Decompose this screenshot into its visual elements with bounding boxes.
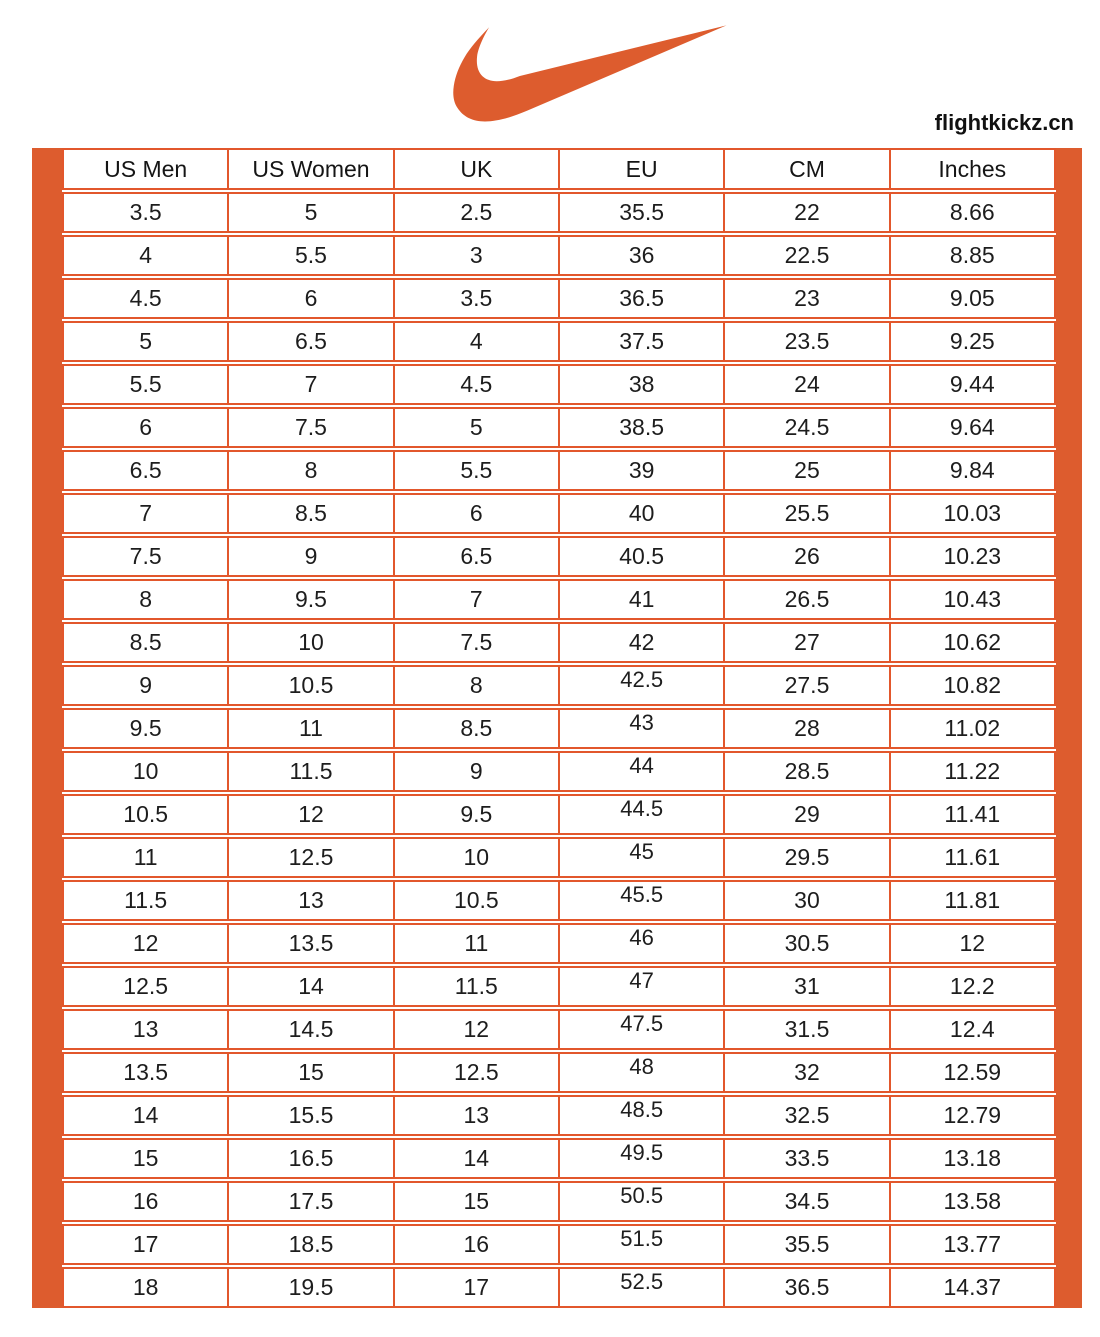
table-cell: 13.5 [229, 925, 394, 962]
table-cell: 3.5 [64, 194, 229, 231]
table-cell: 9 [229, 538, 394, 575]
table-cell: 44.5 [560, 796, 725, 833]
left-accent-bar [32, 148, 62, 1308]
table-cell: 28 [725, 710, 890, 747]
table-row [62, 235, 1056, 276]
table-cell: 8.5 [229, 495, 394, 532]
table-row [62, 665, 1056, 706]
table-row [62, 1052, 1056, 1093]
table-cell: 11 [64, 839, 229, 876]
table-cell: 42.5 [560, 667, 725, 704]
table-row [62, 622, 1056, 663]
table-cell: 13 [395, 1097, 560, 1134]
table-cell: 32.5 [725, 1097, 890, 1134]
table-row [62, 751, 1056, 792]
table-cell: 32 [725, 1054, 890, 1091]
table-row [62, 923, 1056, 964]
table-cell: 4 [395, 323, 560, 360]
table-cell: 12.5 [395, 1054, 560, 1091]
table-cell: 25 [725, 452, 890, 489]
table-cell: 11.22 [944, 758, 1001, 784]
table-cell: 27 [725, 624, 890, 661]
table-cell: 7 [229, 366, 394, 403]
table-row [62, 364, 1056, 405]
table-cell: 24 [725, 366, 890, 403]
table-cell: 36.5 [560, 280, 725, 317]
table-cell: 10.5 [64, 796, 229, 833]
table-cell: 26 [725, 538, 890, 575]
table-cell: 11.5 [229, 753, 394, 790]
table-cell: 11.41 [944, 801, 1001, 827]
table-cell: 10 [64, 753, 229, 790]
table-row [62, 192, 1056, 233]
table-cell: 34.5 [725, 1183, 890, 1220]
column-header: US Women [229, 150, 394, 188]
table-cell: 44 [560, 753, 725, 790]
table-cell: 39 [560, 452, 725, 489]
table-cell: 11.02 [944, 715, 1001, 741]
table-cell: 10.03 [943, 500, 1002, 526]
table-cell: 35.5 [725, 1226, 890, 1263]
table-cell: 4.5 [395, 366, 560, 403]
table-row [62, 278, 1056, 319]
table-cell: 43 [560, 710, 725, 747]
table-cell: 12 [959, 930, 986, 956]
table-cell: 12.4 [949, 1016, 995, 1042]
table-cell: 52.5 [560, 1269, 725, 1306]
table-row [62, 837, 1056, 878]
size-table-zone [0, 148, 1100, 1308]
table-cell: 8.66 [949, 199, 995, 225]
table-cell: 29.5 [725, 839, 890, 876]
table-row [62, 450, 1056, 491]
table-cell: 35.5 [560, 194, 725, 231]
table-cell: 9.5 [395, 796, 560, 833]
table-cell: 15 [64, 1140, 229, 1177]
table-cell: 16 [64, 1183, 229, 1220]
table-cell: 47 [560, 968, 725, 1005]
column-header: Inches [938, 155, 1007, 182]
table-cell: 18 [64, 1269, 229, 1306]
table-cell: 13.58 [943, 1188, 1002, 1214]
table-cell: 22 [725, 194, 890, 231]
table-cell: 15 [229, 1054, 394, 1091]
table-row [62, 1224, 1056, 1265]
header-row [62, 148, 1056, 190]
table-cell: 10.5 [229, 667, 394, 704]
table-cell: 13 [229, 882, 394, 919]
table-cell: 8 [395, 667, 560, 704]
column-header: US Men [64, 150, 229, 188]
table-row [62, 1095, 1056, 1136]
table-cell: 11 [229, 710, 394, 747]
table-cell: 10.62 [943, 629, 1002, 655]
table-row [62, 1267, 1056, 1308]
table-cell: 41 [560, 581, 725, 618]
table-cell: 17 [64, 1226, 229, 1263]
table-row [62, 1181, 1056, 1222]
table-cell: 30.5 [725, 925, 890, 962]
table-cell: 25.5 [725, 495, 890, 532]
table-cell: 12.59 [943, 1059, 1002, 1085]
table-cell: 8.5 [395, 710, 560, 747]
table-cell: 33.5 [725, 1140, 890, 1177]
table-cell: 8 [64, 581, 229, 618]
table-cell: 13.77 [943, 1231, 1002, 1257]
table-cell: 7 [395, 581, 560, 618]
table-cell: 4.5 [64, 280, 229, 317]
table-cell: 7.5 [229, 409, 394, 446]
table-row [62, 966, 1056, 1007]
table-cell: 6 [64, 409, 229, 446]
table-cell: 12.79 [943, 1102, 1002, 1128]
table-cell: 11 [395, 925, 560, 962]
table-cell: 5.5 [229, 237, 394, 274]
table-cell: 14.37 [943, 1274, 1002, 1300]
table-cell: 42 [560, 624, 725, 661]
table-cell: 3 [395, 237, 560, 274]
table-row [62, 407, 1056, 448]
table-cell: 5 [229, 194, 394, 231]
table-cell: 12.2 [949, 973, 995, 999]
table-cell: 38 [560, 366, 725, 403]
column-header: EU [560, 150, 725, 188]
table-cell: 7 [64, 495, 229, 532]
table-cell: 5.5 [64, 366, 229, 403]
table-cell: 13.5 [64, 1054, 229, 1091]
table-cell: 6.5 [64, 452, 229, 489]
table-cell: 12 [64, 925, 229, 962]
table-cell: 45.5 [560, 882, 725, 919]
table-cell: 17.5 [229, 1183, 394, 1220]
table-cell: 23 [725, 280, 890, 317]
table-cell: 13.18 [943, 1145, 1002, 1171]
table-cell: 3.5 [395, 280, 560, 317]
table-cell: 40.5 [560, 538, 725, 575]
table-cell: 8.85 [949, 242, 995, 268]
table-cell: 12.5 [229, 839, 394, 876]
table-cell: 11.61 [944, 844, 1001, 870]
table-cell: 9.5 [229, 581, 394, 618]
table-cell: 17 [395, 1269, 560, 1306]
column-header: UK [395, 150, 560, 188]
table-cell: 23.5 [725, 323, 890, 360]
table-cell: 11.5 [395, 968, 560, 1005]
table-cell: 9.84 [949, 457, 995, 483]
table-cell: 10.43 [943, 586, 1002, 612]
table-cell: 9.05 [949, 285, 995, 311]
column-header: CM [725, 150, 890, 188]
table-cell: 16 [395, 1226, 560, 1263]
table-row [62, 493, 1056, 534]
site-name: flightkickz.cn [934, 110, 1074, 135]
table-cell: 36.5 [725, 1269, 890, 1306]
table-row [62, 1009, 1056, 1050]
table-cell: 15 [395, 1183, 560, 1220]
right-accent-bar [1056, 148, 1082, 1308]
table-cell: 26.5 [725, 581, 890, 618]
table-cell: 9.44 [949, 371, 995, 397]
table-cell: 50.5 [560, 1183, 725, 1220]
table-cell: 15.5 [229, 1097, 394, 1134]
table-cell: 36 [560, 237, 725, 274]
table-cell: 10.5 [395, 882, 560, 919]
table-cell: 8.5 [64, 624, 229, 661]
table-cell: 48.5 [560, 1097, 725, 1134]
table-cell: 6.5 [229, 323, 394, 360]
table-cell: 7.5 [64, 538, 229, 575]
page-header [0, 0, 1100, 148]
table-cell: 14.5 [229, 1011, 394, 1048]
table-cell: 7.5 [395, 624, 560, 661]
size-conversion-table [62, 148, 1056, 1308]
table-cell: 10 [395, 839, 560, 876]
table-cell: 10.23 [943, 543, 1002, 569]
table-cell: 27.5 [725, 667, 890, 704]
table-cell: 5.5 [395, 452, 560, 489]
table-cell: 40 [560, 495, 725, 532]
table-cell: 8 [229, 452, 394, 489]
table-cell: 45 [560, 839, 725, 876]
table-cell: 31 [725, 968, 890, 1005]
table-cell: 9.64 [949, 414, 995, 440]
table-cell: 6 [229, 280, 394, 317]
table-cell: 11.81 [944, 887, 1001, 913]
table-cell: 14 [64, 1097, 229, 1134]
table-cell: 9 [395, 753, 560, 790]
table-row [62, 536, 1056, 577]
table-cell: 30 [725, 882, 890, 919]
table-cell: 6 [395, 495, 560, 532]
table-cell: 46 [560, 925, 725, 962]
table-cell: 12 [229, 796, 394, 833]
nike-logo [453, 24, 727, 122]
table-cell: 9 [64, 667, 229, 704]
table-row [62, 321, 1056, 362]
table-cell: 16.5 [229, 1140, 394, 1177]
table-cell: 6.5 [395, 538, 560, 575]
table-cell: 29 [725, 796, 890, 833]
table-cell: 5 [64, 323, 229, 360]
table-cell: 13 [64, 1011, 229, 1048]
table-cell: 12.5 [64, 968, 229, 1005]
table-cell: 5 [395, 409, 560, 446]
table-cell: 19.5 [229, 1269, 394, 1306]
table-row [62, 579, 1056, 620]
table-cell: 14 [229, 968, 394, 1005]
table-cell: 51.5 [560, 1226, 725, 1263]
table-cell: 9.5 [64, 710, 229, 747]
table-row [62, 1138, 1056, 1179]
table-cell: 12 [395, 1011, 560, 1048]
nike-swoosh-icon [453, 24, 727, 122]
table-row [62, 794, 1056, 835]
table-row [62, 880, 1056, 921]
table-cell: 22.5 [725, 237, 890, 274]
table-cell: 31.5 [725, 1011, 890, 1048]
table-cell: 4 [64, 237, 229, 274]
table-cell: 11.5 [64, 882, 229, 919]
table-cell: 10.82 [943, 672, 1002, 698]
table-cell: 18.5 [229, 1226, 394, 1263]
table-cell: 24.5 [725, 409, 890, 446]
table-row [62, 708, 1056, 749]
table-cell: 9.25 [949, 328, 995, 354]
table-cell: 10 [229, 624, 394, 661]
table-body [62, 192, 1056, 1308]
table-cell: 48 [560, 1054, 725, 1091]
table-cell: 49.5 [560, 1140, 725, 1177]
table-cell: 28.5 [725, 753, 890, 790]
table-cell: 38.5 [560, 409, 725, 446]
table-cell: 37.5 [560, 323, 725, 360]
table-cell: 47.5 [560, 1011, 725, 1048]
table-cell: 2.5 [395, 194, 560, 231]
table-cell: 14 [395, 1140, 560, 1177]
